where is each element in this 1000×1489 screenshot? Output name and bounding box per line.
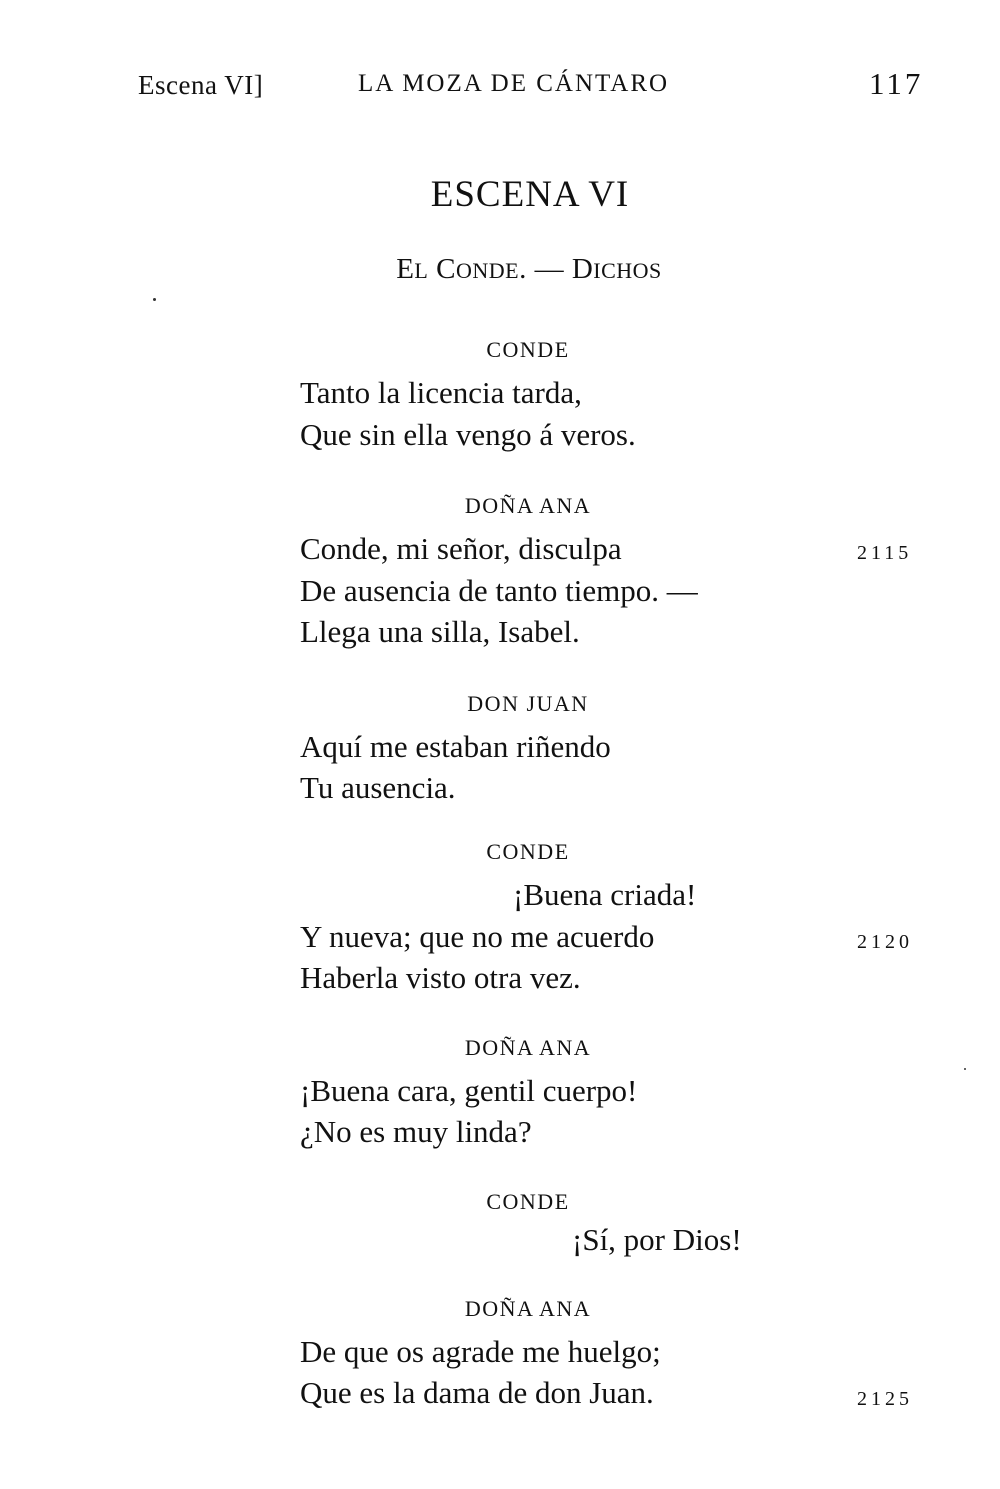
verse-line: ¡Buena criada! [513, 877, 697, 912]
cast-separator: . — [519, 253, 572, 285]
running-header-title: LA MOZA DE CÁNTARO [358, 70, 670, 97]
verse-line: Tu ausencia. [300, 770, 456, 805]
verse-line: Aquí me estaban riñendo [300, 729, 611, 764]
verse-line: Haberla visto otra vez. [300, 960, 581, 995]
speaker-name: CONDE [486, 337, 570, 362]
verse-line: ¡Sí, por Dios! [572, 1222, 742, 1257]
speaker-name: DON JUAN [467, 691, 589, 716]
speaker-name: DOÑA ANA [464, 1035, 592, 1060]
scan-speck [964, 1068, 966, 1070]
line-number: 2115 [857, 542, 913, 564]
page-number: 117 [869, 66, 924, 101]
cast-dichos-initial: D [571, 253, 594, 285]
verse-line: De ausencia de tanto tiempo. — [300, 573, 698, 608]
verse-line: Y nueva; que no me acuerdo [300, 919, 655, 954]
scene-cast [0, 253, 1000, 286]
verse-line: Tanto la licencia tarda, [300, 375, 582, 410]
cast-dichos-rest: ICHOS [593, 258, 662, 283]
scene-title: ESCENA VI [430, 174, 630, 215]
cast-conde-rest: ONDE [455, 258, 520, 283]
speaker-name: DOÑA ANA [464, 1296, 592, 1321]
verse-line: ¡Buena cara, gentil cuerpo! [300, 1073, 638, 1108]
speaker-name: CONDE [486, 839, 570, 864]
line-number: 2125 [857, 1388, 913, 1410]
line-number: 2120 [857, 931, 913, 953]
cast-el-rest: L [414, 258, 429, 283]
speaker-name: DOÑA ANA [464, 493, 592, 518]
verse-line: ¿No es muy linda? [300, 1114, 532, 1149]
speaker-name: CONDE [486, 1189, 570, 1214]
verse-line: Conde, mi señor, disculpa [300, 531, 622, 566]
cast-el-initial: E [396, 253, 415, 285]
cast-conde-initial: C [436, 253, 456, 285]
scan-speck [153, 298, 156, 301]
verse-line: Que es la dama de don Juan. [300, 1375, 654, 1410]
verse-line: De que os agrade me huelgo; [300, 1334, 661, 1369]
verse-line: Llega una silla, Isabel. [300, 614, 580, 649]
running-header-scene: Escena VI] [138, 70, 264, 100]
verse-line: Que sin ella vengo á veros. [300, 417, 636, 452]
